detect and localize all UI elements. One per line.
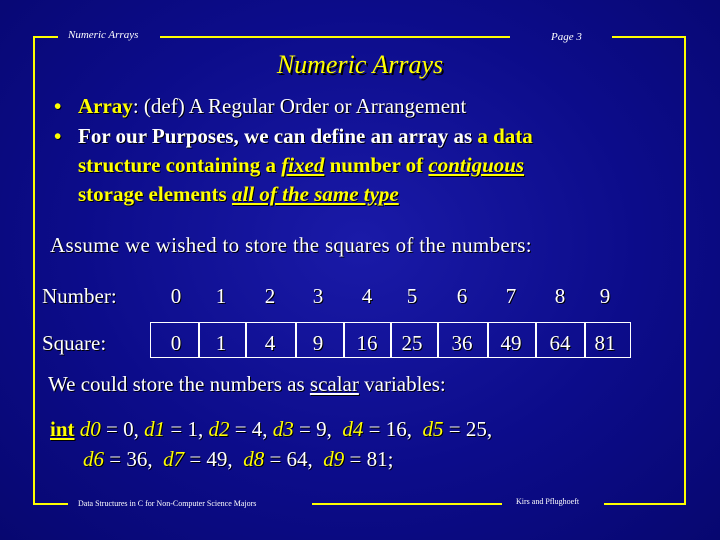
footer-course: Data Structures in C for Non-Computer Science Majors	[78, 499, 257, 508]
number-cell: 9	[599, 284, 611, 308]
variable-value: = 81;	[344, 447, 394, 471]
square-cell: 1	[215, 331, 227, 355]
bullet-item-purposes	[54, 122, 674, 209]
square-cell: 4	[264, 331, 276, 355]
number-row-label: Number:	[42, 284, 117, 308]
variable-name: d9	[323, 447, 345, 471]
variable-name: d0	[79, 417, 101, 441]
scalar-sentence	[48, 372, 446, 397]
variable-value: = 1,	[165, 417, 209, 441]
variable-name: d6	[83, 447, 104, 471]
number-cell: 0	[170, 284, 182, 308]
variable-value: = 36,	[104, 447, 164, 471]
bullet-icon: •	[54, 124, 62, 148]
slide-title: Numeric Arrays	[276, 50, 444, 79]
number-cell: 3	[312, 284, 324, 308]
header-left: Numeric Arrays	[68, 29, 139, 41]
structure-text: structure containing a	[78, 153, 282, 177]
variable-value: = 0,	[100, 417, 145, 441]
variable-name: d2	[208, 417, 230, 441]
frame-left-line	[33, 36, 35, 505]
square-cell: 16	[356, 331, 378, 355]
variable-value: = 4,	[229, 417, 273, 441]
square-cell: 0	[170, 331, 182, 355]
page-number: Page 3	[551, 31, 582, 43]
variable-value: = 49,	[184, 447, 244, 471]
variable-name: d7	[163, 447, 185, 471]
frame-right-line	[684, 36, 686, 505]
array-term: Array	[78, 94, 133, 118]
scalar-text-c: variables:	[358, 372, 446, 396]
number-cell: 4	[361, 284, 373, 308]
variable-name: d3	[272, 417, 294, 441]
square-cell: 9	[312, 331, 324, 355]
footer-authors: Kirs and Pflughoeft	[516, 497, 580, 506]
contiguous-text: contiguous	[428, 153, 525, 177]
frame-top-right-line	[612, 36, 686, 38]
storage-text: storage elements	[78, 182, 232, 206]
variable-name: d1	[144, 417, 166, 441]
variable-name: d8	[243, 447, 265, 471]
scalar-text-a: We could store the numbers as	[48, 372, 310, 396]
square-cell: 25	[401, 331, 423, 355]
variable-value: = 9,	[293, 417, 343, 441]
frame-bottom-mid-line	[312, 503, 502, 505]
frame-bottom-left-line	[33, 503, 68, 505]
variable-value: = 16,	[363, 417, 423, 441]
variable-value: = 64,	[264, 447, 324, 471]
bullet-item-array	[54, 92, 674, 121]
bullet-icon: •	[54, 94, 62, 118]
number-cell: 8	[554, 284, 566, 308]
bullet-list	[54, 92, 674, 209]
scalar-term: scalar	[309, 372, 359, 396]
variable-name: d4	[342, 417, 364, 441]
int-keyword: int	[50, 417, 75, 441]
number-cell: 6	[456, 284, 468, 308]
number-of-text: number of	[324, 153, 429, 177]
assume-sentence: Assume we wished to store the squares of the numbers:	[50, 233, 532, 257]
square-row-label: Square:	[42, 331, 107, 355]
number-cell: 1	[215, 284, 227, 308]
square-cell: 64	[549, 331, 571, 355]
number-cell: 2	[264, 284, 276, 308]
variable-value: = 25,	[443, 417, 493, 441]
square-cell: 49	[500, 331, 522, 355]
number-cell: 5	[406, 284, 418, 308]
code-line-2	[83, 447, 393, 472]
number-cell: 7	[505, 284, 517, 308]
a-data-text: a data	[477, 124, 533, 148]
variable-name: d5	[422, 417, 444, 441]
frame-bottom-right-line	[604, 503, 686, 505]
fixed-text: fixed	[281, 153, 325, 177]
array-definition: : (def) A Regular Order or Arrangement	[132, 94, 467, 118]
frame-top-mid-line	[160, 36, 510, 38]
code-line-1	[50, 417, 492, 442]
square-cell: 81	[594, 331, 616, 355]
same-type-text: all of the same type	[231, 182, 399, 206]
frame-top-left-line	[33, 36, 58, 38]
purposes-text: For our Purposes, we can define an array as	[78, 124, 478, 148]
square-cell: 36	[451, 331, 473, 355]
